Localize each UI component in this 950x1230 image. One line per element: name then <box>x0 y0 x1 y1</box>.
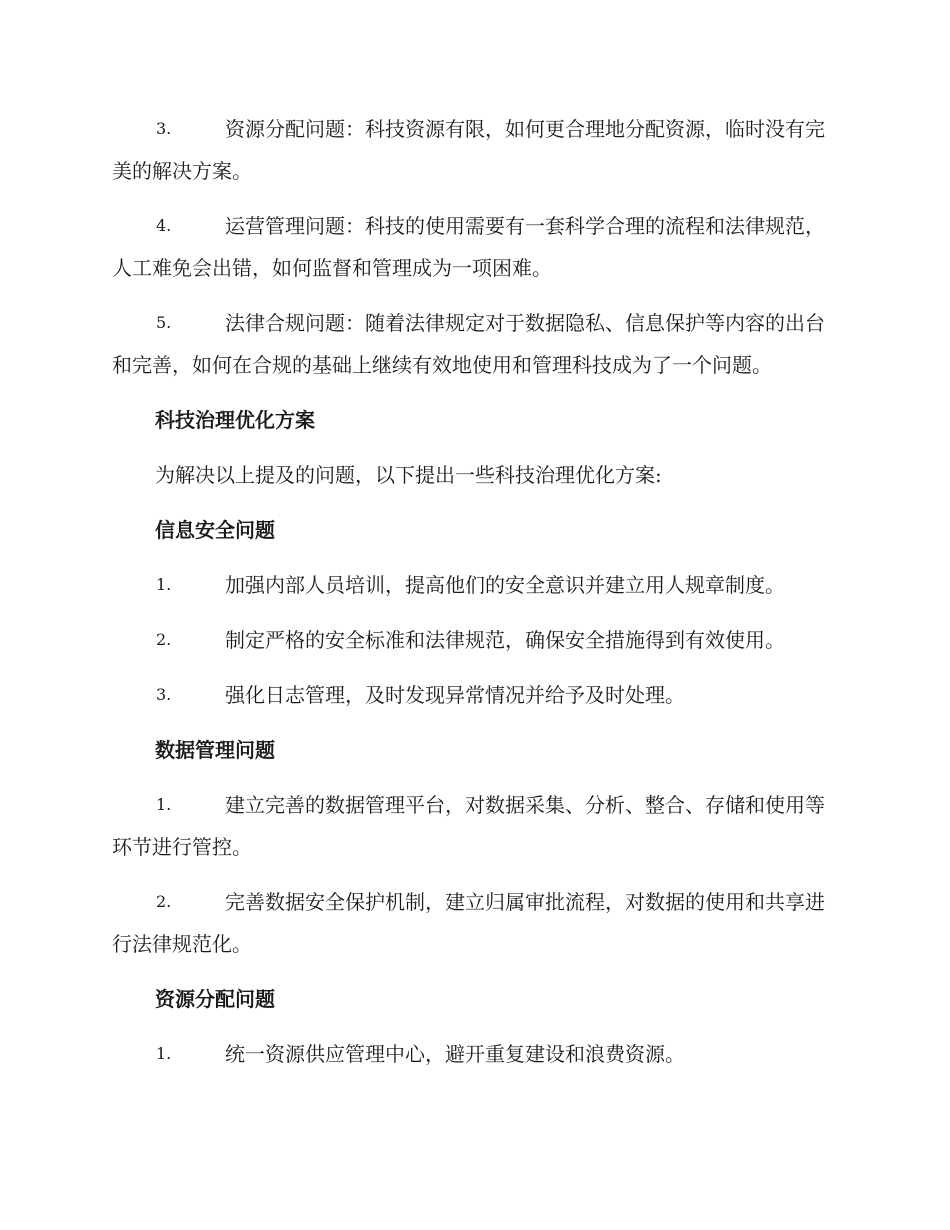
list-number: 1. <box>156 575 172 594</box>
list-item <box>112 564 836 606</box>
intro-paragraph: 为解决以上提及的问题，以下提出一些科技治理优化方案: <box>155 463 662 487</box>
list-number: 2. <box>156 892 172 911</box>
list-text: 强化日志管理，及时发现异常情况并给予及时处理。 <box>225 683 685 707</box>
list-number: 1. <box>156 1044 172 1063</box>
list-item <box>112 881 836 965</box>
list-text: 法律合规问题：随着法律规定对于数据隐私、信息保护等内容的出台和完善，如何在合规的基础上继续有效地使用和管理科技成为了一个问题。 <box>112 311 825 377</box>
list-text: 资源分配问题：科技资源有限，如何更合理地分配资源，临时没有完美的解决方案。 <box>112 117 825 183</box>
list-text: 制定严格的安全标准和法律规范，确保安全措施得到有效使用。 <box>225 628 785 652</box>
document-body <box>112 108 836 1088</box>
list-item <box>112 674 836 716</box>
list-number: 2. <box>156 630 172 649</box>
list-number: 3. <box>156 685 172 704</box>
list-text: 完善数据安全保护机制，建立归属审批流程，对数据的使用和共享进行法律规范化。 <box>112 890 825 956</box>
section-heading: 资源分配问题 <box>155 987 275 1011</box>
list-text: 建立完善的数据管理平台，对数据采集、分析、整合、存储和使用等环节进行管控。 <box>112 793 825 859</box>
list-item <box>112 205 836 289</box>
list-item <box>112 1033 836 1075</box>
section-heading: 科技治理优化方案 <box>155 408 315 432</box>
list-item <box>112 108 836 192</box>
list-number: 4. <box>156 216 172 235</box>
list-item <box>112 302 836 386</box>
list-item <box>112 784 836 868</box>
list-text: 统一资源供应管理中心，避开重复建设和浪费资源。 <box>225 1042 685 1066</box>
section-heading: 信息安全问题 <box>155 518 275 542</box>
list-text: 加强内部人员培训，提高他们的安全意识并建立用人规章制度。 <box>225 573 785 597</box>
list-item <box>112 619 836 661</box>
list-number: 1. <box>156 795 172 814</box>
list-text: 运营管理问题：科技的使用需要有一套科学合理的流程和法律规范，人工难免会出错，如何监督和管理成为一项困难。 <box>112 214 825 280</box>
list-number: 3. <box>156 119 172 138</box>
section-heading: 数据管理问题 <box>155 738 275 762</box>
list-number: 5. <box>156 313 172 332</box>
